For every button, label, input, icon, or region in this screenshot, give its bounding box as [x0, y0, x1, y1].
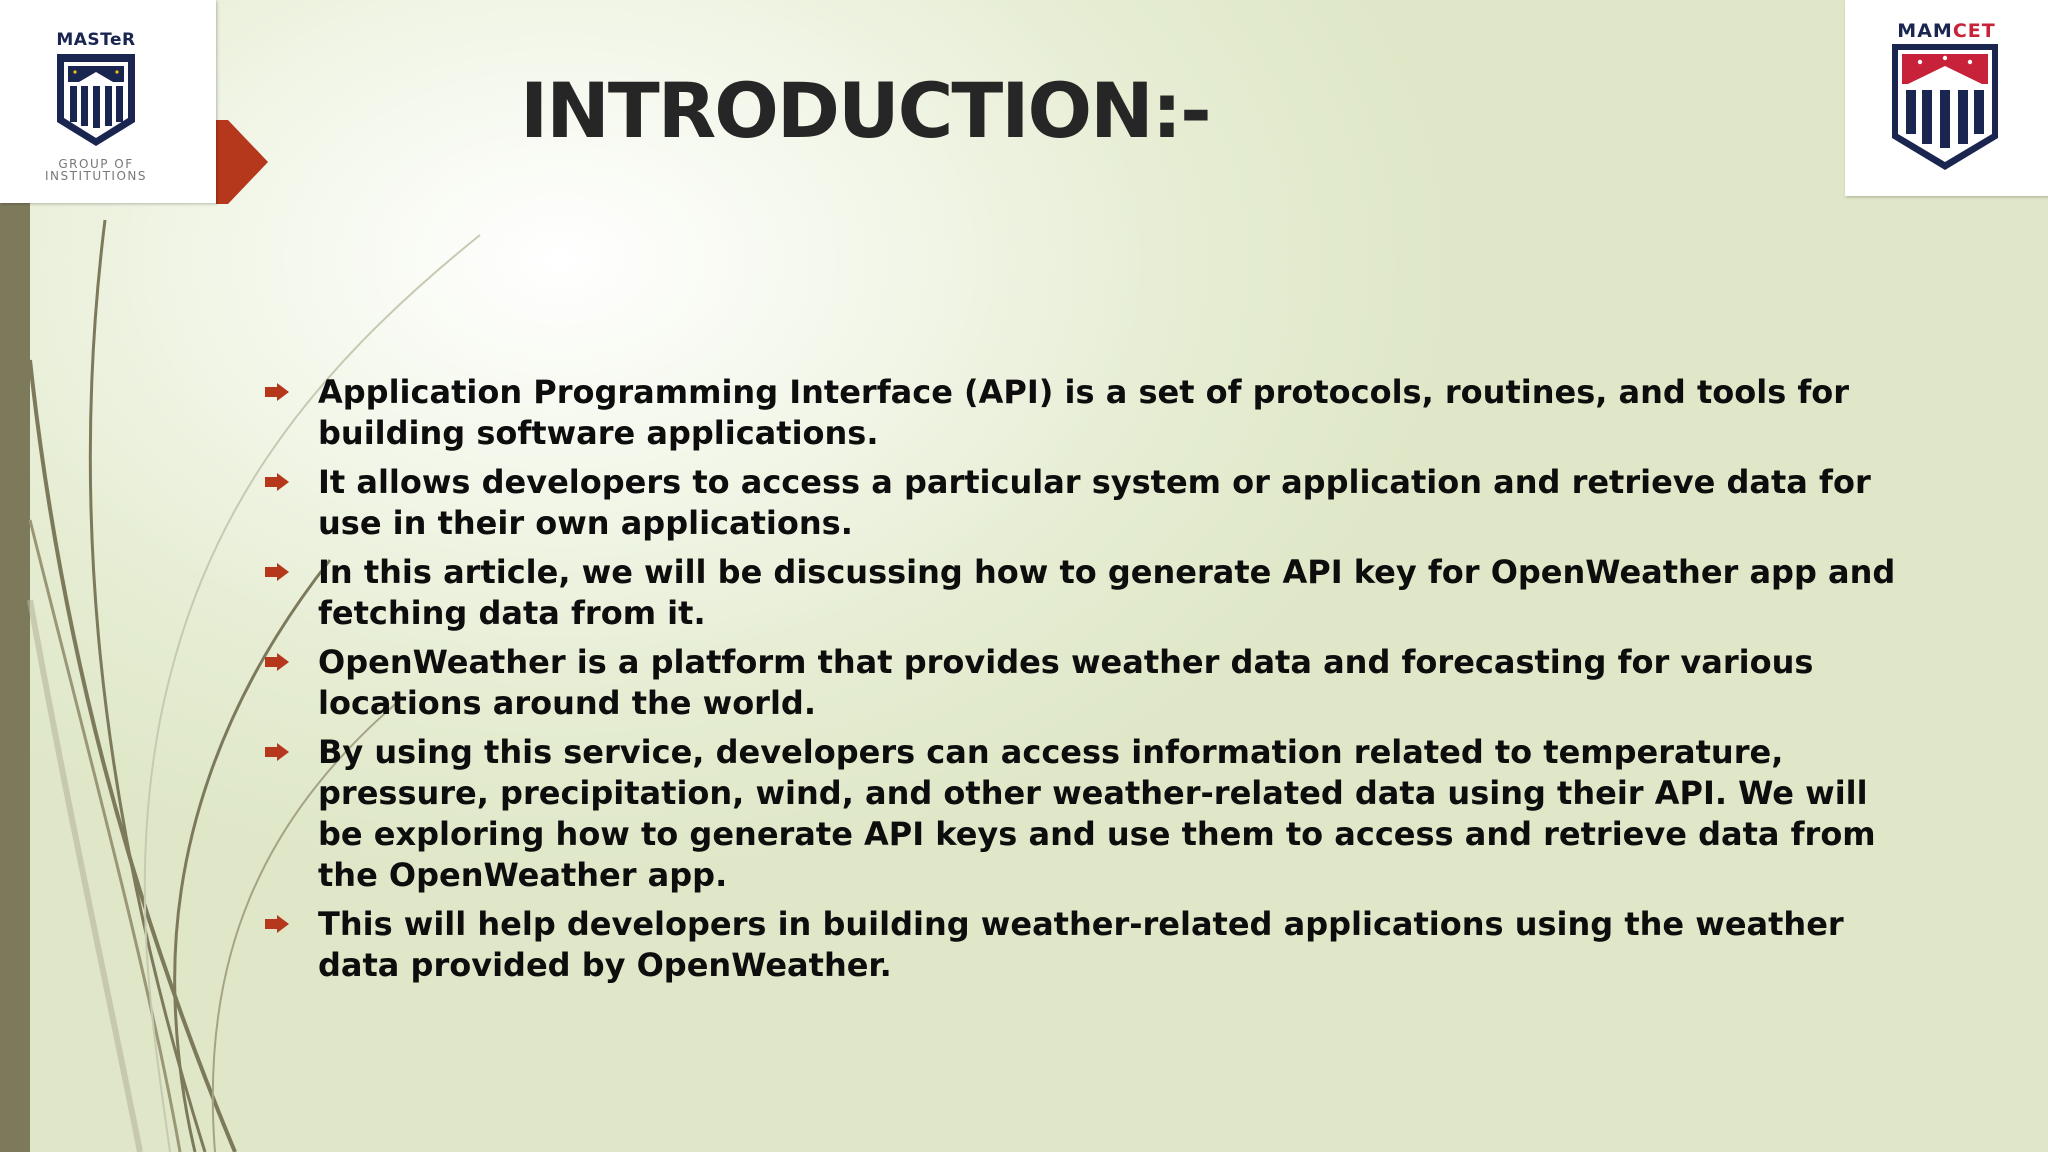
bullet-text: OpenWeather is a platform that provides weather data and forecasting for various locations around the world.	[318, 643, 1814, 722]
bullet-item	[265, 904, 1905, 986]
arrow-bullet-icon	[265, 743, 289, 761]
bullet-item	[265, 552, 1905, 634]
bullet-text: In this article, we will be discussing how to generate API key for OpenWeather app and fetching data from it.	[318, 553, 1896, 632]
slide-title: INTRODUCTION:-	[520, 66, 1210, 155]
mamcet-logo	[1845, 0, 2048, 196]
arrow-bullet-icon	[265, 473, 289, 491]
accent-arrow-icon	[216, 120, 268, 204]
bullet-text: This will help developers in building weather-related applications using the weather data provided by OpenWeather.	[318, 905, 1844, 984]
bullet-item	[265, 642, 1905, 724]
mamcet-logo-name	[1845, 20, 2048, 42]
mamcet-name-part2: CET	[1952, 20, 1996, 42]
bullet-text: By using this service, developers can access information related to temperature, pressure, precipitation, wind, and other weather-related data using their API. We will be exploring how to generate API keys and use them to access and retrieve data from the OpenWeather app.	[318, 733, 1876, 894]
building-crest-icon	[1890, 42, 2000, 172]
mamcet-name-part1: MAM	[1897, 20, 1953, 42]
bullet-item	[265, 372, 1905, 454]
bullet-item	[265, 732, 1905, 896]
arrow-bullet-icon	[265, 915, 289, 933]
building-crest-icon	[55, 52, 137, 148]
bullet-text: Application Programming Interface (API) is a set of protocols, routines, and tools for building software applications.	[318, 373, 1850, 452]
arrow-bullet-icon	[265, 563, 289, 581]
bullet-text: It allows developers to access a particular system or application and retrieve data for use in their own applications.	[318, 463, 1871, 542]
bullet-list	[265, 372, 1905, 994]
master-logo-name: MASTeR	[56, 30, 136, 50]
master-logo-subtitle: GROUP OF INSTITUTIONS	[44, 157, 148, 183]
master-logo	[0, 0, 216, 203]
arrow-bullet-icon	[265, 383, 289, 401]
bullet-item	[265, 462, 1905, 544]
arrow-bullet-icon	[265, 653, 289, 671]
